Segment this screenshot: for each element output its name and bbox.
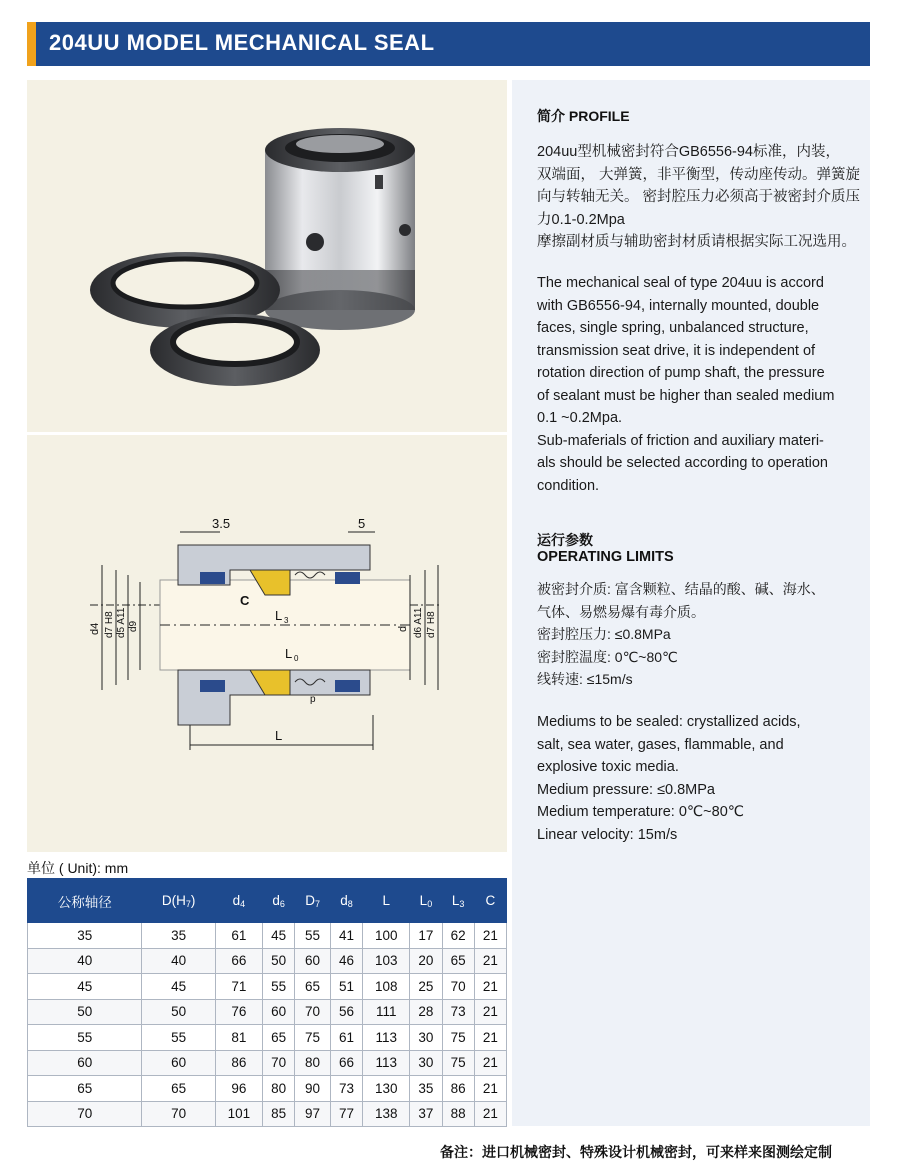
table-cell: 80 [263,1076,295,1102]
table-cell: 21 [474,923,506,949]
table-cell: 71 [215,974,262,1000]
dim-d5: d5 A11 [116,607,127,638]
dim-d-right: d [397,625,409,632]
table-cell: 20 [410,948,442,974]
dim-d9: d9 [128,620,139,632]
table-cell: 21 [474,974,506,1000]
dim-l0: L [285,646,293,661]
table-row [28,1025,507,1051]
table-cell: 66 [215,948,262,974]
limits-en-line: salt, sea water, gases, flammable, and [537,736,784,753]
table-cell: 80 [295,1050,331,1076]
table-cell: 70 [28,1101,142,1127]
table-row [28,999,507,1025]
table-cell: 65 [442,948,474,974]
table-cell: 70 [263,1050,295,1076]
limits-en-line: explosive toxic media. [537,759,679,775]
table-cell: 25 [410,974,442,1000]
table-cell: 111 [363,999,410,1025]
page-header [27,22,870,66]
table-cell: 70 [295,999,331,1025]
profile-title: 简介 PROFILE [537,108,630,124]
table-cell: 101 [215,1101,262,1127]
table-cell: 62 [442,923,474,949]
limits-en-line: Linear velocity: 15m/s [537,826,678,843]
table-cell: 113 [363,1050,410,1076]
dim-l3-sub: 3 [284,616,289,625]
dim-d4: d4 [89,622,101,635]
limits-english-text [537,711,859,846]
table-cell: 21 [474,1101,506,1127]
table-cell: 70 [142,1101,215,1127]
profile-en-line: Sub-maferials of friction and auxiliary materi- [537,432,824,449]
table-header-cell: $L_0$ [410,879,442,923]
table-cell: 55 [263,974,295,1000]
table-header-cell: $D(H_7)$ [142,879,215,923]
table-row [28,1101,507,1127]
table-cell: 45 [263,923,295,949]
limits-cn-line: 被密封介质: 富含颗粒、结晶的酸、碱、海水、 [537,581,825,597]
header-accent-bar [27,22,36,66]
cross-section-drawing [70,510,470,760]
dim-l0-sub: 0 [294,654,299,663]
table-cell: 28 [410,999,442,1025]
profile-en-line: als should be selected according to operation [537,455,828,471]
table-row [28,974,507,1000]
table-cell: 130 [363,1076,410,1102]
table-header-cell: $d_6$ [263,879,295,923]
limits-cn-line: 密封腔压力: ≤0.8MPa [537,626,671,642]
limits-chinese-text [537,578,859,691]
profile-cn-line: 204uu型机械密封符合GB6556-94标准，内装， [537,144,840,160]
profile-en-line: faces, single spring, unbalanced structure, [537,320,809,336]
limits-title-en: OPERATING LIMITS [537,549,674,565]
table-cell: 45 [28,974,142,1000]
table-cell: 37 [410,1101,442,1127]
profile-en-line: with GB6556-94, internally mounted, double [537,297,820,314]
table-cell: 66 [330,1050,362,1076]
table-header-row [28,879,507,923]
unit-label: 单位 ( Unit): mm [27,860,129,876]
panel-divider [27,432,507,435]
dim-l: L [275,728,283,743]
table-cell: 46 [330,948,362,974]
table-cell: 50 [142,999,215,1025]
table-cell: 75 [442,1050,474,1076]
limits-cn-line: 密封腔温度: 0℃~80℃ [537,648,678,665]
profile-cn-line: 力0.1-0.2Mpa [537,211,625,228]
table-cell: 73 [330,1076,362,1102]
table-cell: 65 [142,1076,215,1102]
profile-en-line: condition. [537,477,600,494]
profile-en-line: The mechanical seal of type 204uu is accord [537,275,824,291]
table-cell: 21 [474,1076,506,1102]
table-row [28,1076,507,1102]
dim-l3: L [275,608,283,623]
table-cell: 60 [263,999,295,1025]
limits-en-line: Mediums to be sealed: crystallized acids, [537,714,801,730]
table-cell: 30 [410,1025,442,1051]
table-cell: 100 [363,923,410,949]
table-cell: 81 [215,1025,262,1051]
limits-cn-line: 气体、易燃易爆有毒介质。 [537,603,705,620]
table-cell: 65 [295,974,331,1000]
table-cell: 88 [442,1101,474,1127]
table-cell: 96 [215,1076,262,1102]
table-cell: 55 [142,1025,215,1051]
profile-en-line: of sealant must be higher than sealed medium [537,387,835,404]
table-cell: 61 [215,923,262,949]
table-cell: 50 [28,999,142,1025]
table-cell: 65 [28,1076,142,1102]
table-cell: 103 [363,948,410,974]
profile-en-line: 0.1 ~0.2Mpa. [537,410,623,426]
table-cell: 77 [330,1101,362,1127]
dimension-table [27,878,507,1127]
table-cell: 90 [295,1076,331,1102]
table-cell: 86 [215,1050,262,1076]
dim-p: p [310,694,316,705]
table-header-cell: $D_7$ [295,879,331,923]
table-cell: 35 [28,923,142,949]
table-cell: 21 [474,1025,506,1051]
table-cell: 86 [442,1076,474,1102]
table-cell: 55 [28,1025,142,1051]
table-cell: 60 [142,1050,215,1076]
table-header-cell: $d_4$ [215,879,262,923]
table-cell: 61 [330,1025,362,1051]
profile-en-line: rotation direction of pump shaft, the pressure [537,365,825,381]
limits-title-cn: 运行参数 [537,532,593,548]
page-title: 204UU MODEL MECHANICAL SEAL [49,30,435,55]
table-row [28,923,507,949]
table-cell: 45 [142,974,215,1000]
table-row [28,948,507,974]
dim-c: C [240,593,250,608]
limits-cn-line: 线转速: ≤15m/s [537,671,633,687]
table-cell: 35 [142,923,215,949]
table-header-cell: C [474,879,506,923]
table-cell: 60 [295,948,331,974]
table-cell: 75 [295,1025,331,1051]
profile-en-line: transmission seat drive, it is independent of [537,342,816,359]
table-cell: 40 [28,948,142,974]
table-cell: 108 [363,974,410,1000]
profile-cn-line: 摩擦副材质与辅助密封材质请根据实际工况选用。 [537,234,856,250]
table-cell: 21 [474,999,506,1025]
table-cell: 56 [330,999,362,1025]
limits-en-line: Medium temperature: 0℃~80℃ [537,804,745,820]
table-body [28,923,507,1127]
table-cell: 60 [28,1050,142,1076]
table-cell: 51 [330,974,362,1000]
footnote: 备注：进口机械密封、特殊设计机械密封，可来样来图测绘定制 [440,1144,832,1160]
table-cell: 50 [263,948,295,974]
mechanical-seal-photo [80,120,440,400]
table-cell: 35 [410,1076,442,1102]
profile-english-text [537,272,859,497]
table-cell: 76 [215,999,262,1025]
dim-d7-right: d7 H8 [426,611,437,638]
limits-en-line: Medium pressure: ≤0.8MPa [537,781,716,798]
table-cell: 75 [442,1025,474,1051]
table-cell: 41 [330,923,362,949]
table-cell: 113 [363,1025,410,1051]
profile-cn-line: 双端面， 大弹簧，非平衡型，传动座传动。弹簧旋 [537,166,861,183]
table-row [28,1050,507,1076]
dim-offset-b: 5 [358,516,366,531]
dim-d6: d6 A11 [413,607,424,638]
table-cell: 97 [295,1101,331,1127]
table-cell: 21 [474,1050,506,1076]
table-cell: 73 [442,999,474,1025]
table-header-cell: $d_8$ [330,879,362,923]
dim-d7-left: d7 H8 [104,611,115,638]
profile-cn-line: 向与转轴无关。 密封腔压力必须高于被密封介质压 [537,189,861,205]
profile-chinese-text [537,141,859,254]
table-cell: 30 [410,1050,442,1076]
table-cell: 17 [410,923,442,949]
table-header-cell: 公称轴径 [28,879,142,923]
table-cell: 55 [295,923,331,949]
table-header-cell: L [363,879,410,923]
table-cell: 85 [263,1101,295,1127]
table-header-cell: $L_3$ [442,879,474,923]
table-cell: 21 [474,948,506,974]
table-cell: 138 [363,1101,410,1127]
table-cell: 70 [442,974,474,1000]
table-cell: 40 [142,948,215,974]
dim-offset-a: 3.5 [212,516,231,531]
table-cell: 65 [263,1025,295,1051]
